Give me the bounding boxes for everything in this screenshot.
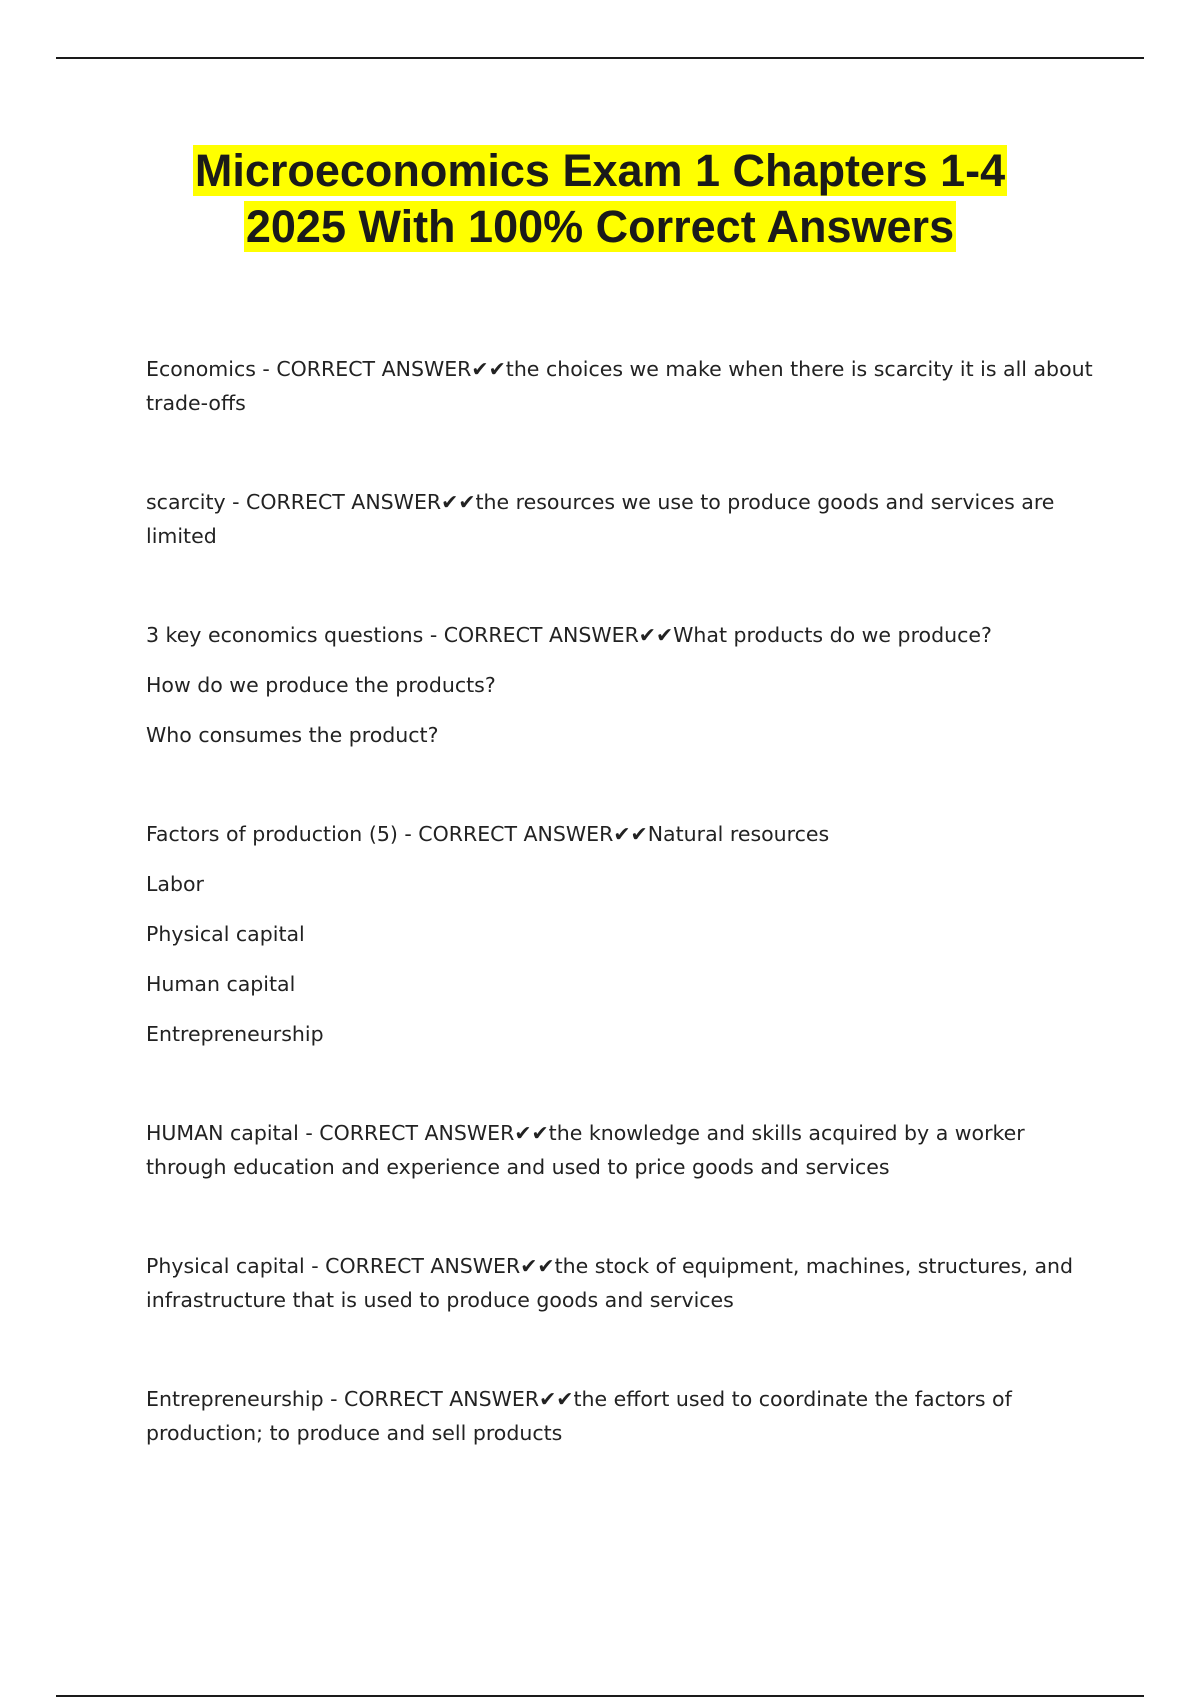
qa-text: Factors of production (5) - CORRECT ANSWER✔✔Natural resources xyxy=(146,822,830,846)
qa-text: HUMAN capital - CORRECT ANSWER✔✔the knowledge and skills acquired by a worker through education and experience and used to price goods and services xyxy=(146,1121,1025,1179)
qa-entry-factors xyxy=(146,817,1096,1051)
qa-text: Economics - CORRECT ANSWER✔✔the choices we make when there is scarcity it is all about trade-offs xyxy=(146,357,1093,415)
top-rule xyxy=(56,57,1144,59)
qa-entry-key-questions xyxy=(146,618,1096,752)
qa-answer-line: Physical capital xyxy=(146,922,305,946)
qa-entry-scarcity xyxy=(146,485,1096,553)
title-line-1: Microeconomics Exam 1 Chapters 1-4 xyxy=(194,145,1006,196)
qa-text: scarcity - CORRECT ANSWER✔✔the resources we use to produce goods and services are limited xyxy=(146,490,1055,548)
qa-entry-human-capital xyxy=(146,1116,1096,1184)
qa-text: 3 key economics questions - CORRECT ANSWER✔✔What products do we produce? xyxy=(146,623,992,647)
qa-answer-line: Who consumes the product? xyxy=(146,723,439,747)
qa-list xyxy=(146,352,1096,1450)
qa-text: Entrepreneurship - CORRECT ANSWER✔✔the effort used to coordinate the factors of production; to produce and sell products xyxy=(146,1387,1012,1445)
qa-entry-entrepreneurship xyxy=(146,1382,1096,1450)
qa-answer-line: How do we produce the products? xyxy=(146,673,496,697)
qa-answer-line: Labor xyxy=(146,872,204,896)
qa-answer-line: Entrepreneurship xyxy=(146,1022,324,1046)
bottom-rule xyxy=(56,1695,1144,1697)
title-line-2: 2025 With 100% Correct Answers xyxy=(245,201,955,252)
document-title xyxy=(0,143,1200,255)
qa-text: Physical capital - CORRECT ANSWER✔✔the stock of equipment, machines, structures, and infrastructure that is used to produce goods and services xyxy=(146,1254,1074,1312)
qa-entry-physical-capital xyxy=(146,1249,1096,1317)
qa-answer-line: Human capital xyxy=(146,972,296,996)
qa-entry-economics xyxy=(146,352,1096,420)
